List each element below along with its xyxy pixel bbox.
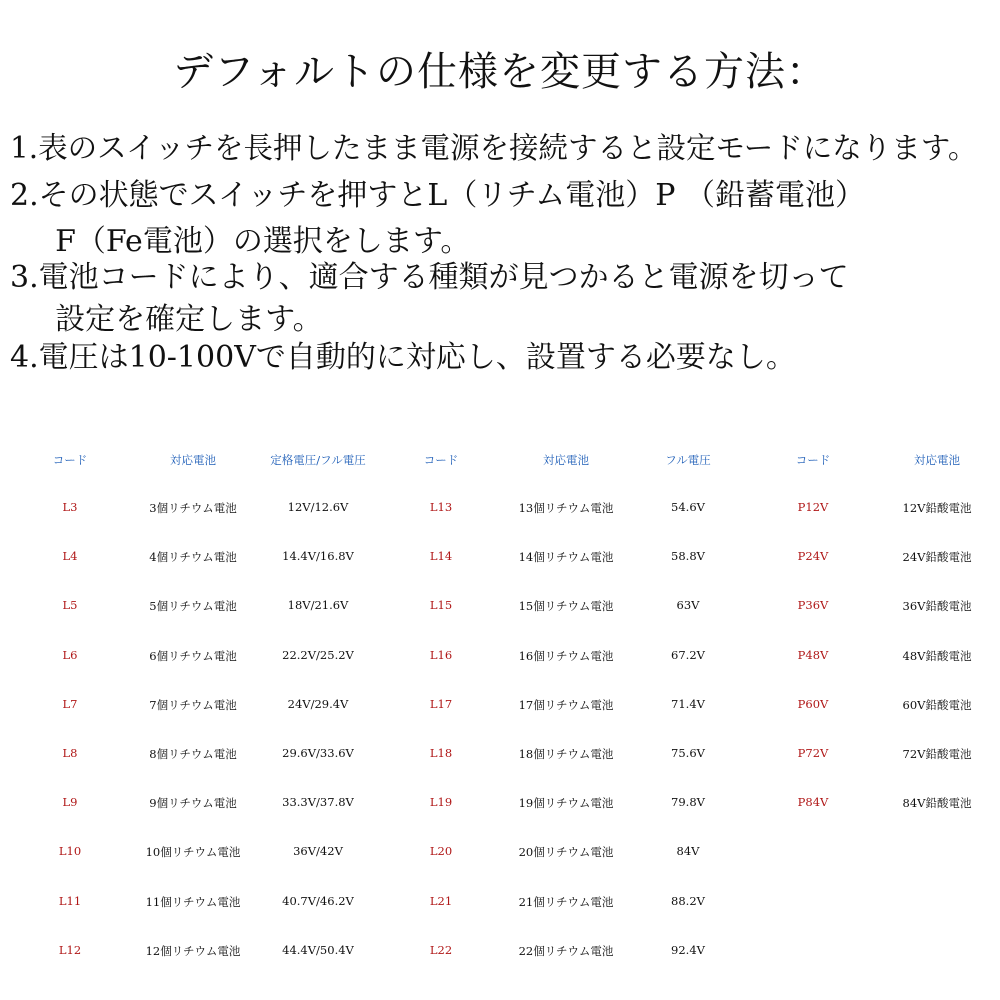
battery-code: L13 (429, 500, 453, 514)
battery-code: L20 (429, 844, 453, 859)
battery-code: L18 (429, 746, 453, 760)
table-header: 定格電圧/フル電圧 (270, 453, 366, 467)
instruction-4: 4.電圧は10-100Vで自動的に対応し、設置する必要なし。 (10, 340, 796, 375)
battery-code: P12V (797, 500, 829, 514)
battery-code: L15 (429, 598, 453, 613)
battery-type: 19個リチウム電池 (518, 796, 614, 811)
battery-code: L8 (62, 746, 78, 760)
battery-type: 17個リチウム電池 (518, 697, 614, 712)
battery-code: L4 (62, 549, 78, 564)
battery-type: 21個リチウム電池 (518, 894, 614, 909)
instruction-3: 3.電池コードにより、適合する種類が見つかると電源を切って (10, 260, 849, 295)
battery-code: L9 (62, 795, 78, 810)
battery-code: L11 (58, 893, 82, 908)
table-header: コード (423, 453, 459, 467)
battery-code: L10 (58, 844, 82, 859)
battery-type: 18個リチウム電池 (518, 747, 614, 761)
battery-voltage: 33.3V/37.8V (282, 795, 354, 810)
table-header: フル電圧 (665, 453, 711, 467)
battery-code: L16 (429, 647, 453, 662)
battery-code: L12 (58, 942, 82, 957)
battery-code: L5 (62, 598, 78, 613)
battery-voltage: 58.8V (671, 549, 705, 564)
battery-voltage: 84V (676, 844, 700, 859)
battery-type: 48V鉛酸電池 (902, 648, 972, 663)
instruction-2-cont: F（Fe電池）の選択をします。 (36, 224, 471, 259)
battery-voltage: 18V/21.6V (287, 598, 349, 613)
battery-type: 5個リチウム電池 (149, 599, 237, 614)
page-title: デフォルトの仕様を変更する方法： (173, 49, 827, 95)
battery-type: 16個リチウム電池 (518, 648, 614, 663)
battery-code: L3 (62, 500, 78, 514)
battery-type: 15個リチウム電池 (518, 599, 614, 614)
table-header: 対応電池 (914, 453, 960, 467)
battery-code: L22 (429, 942, 453, 957)
battery-voltage: 79.8V (671, 795, 705, 810)
battery-type: 20個リチウム電池 (518, 845, 614, 860)
battery-code: P84V (797, 795, 829, 810)
table-header: コード (795, 453, 831, 467)
battery-voltage: 75.6V (671, 746, 705, 760)
battery-type: 12V鉛酸電池 (902, 501, 972, 515)
battery-code: L7 (62, 696, 78, 711)
battery-voltage: 88.2V (671, 893, 705, 908)
battery-code: P60V (797, 696, 829, 711)
battery-type: 13個リチウム電池 (518, 501, 614, 515)
battery-code: L6 (62, 647, 78, 662)
battery-type: 8個リチウム電池 (149, 747, 237, 761)
battery-code: P72V (797, 746, 829, 760)
battery-voltage: 63V (676, 598, 700, 613)
battery-code: L14 (429, 549, 453, 564)
battery-voltage: 24V/29.4V (287, 696, 349, 711)
battery-voltage: 40.7V/46.2V (282, 893, 354, 908)
table-header: 対応電池 (170, 453, 216, 467)
battery-voltage: 12V/12.6V (287, 500, 349, 514)
battery-type: 24V鉛酸電池 (902, 550, 972, 565)
battery-type: 6個リチウム電池 (149, 648, 237, 663)
battery-type: 9個リチウム電池 (149, 796, 237, 811)
instruction-1: 1.表のスイッチを長押したまま電源を接続すると設定モードになります。 (10, 131, 978, 165)
battery-type: 10個リチウム電池 (145, 845, 241, 860)
battery-voltage: 71.4V (671, 696, 705, 711)
battery-type: 36V鉛酸電池 (902, 599, 972, 614)
battery-code: L17 (429, 696, 453, 711)
battery-type: 84V鉛酸電池 (902, 796, 972, 811)
battery-voltage: 54.6V (671, 500, 705, 514)
battery-voltage: 92.4V (671, 942, 705, 957)
battery-voltage: 44.4V/50.4V (282, 942, 354, 957)
battery-type: 11個リチウム電池 (145, 894, 241, 909)
battery-voltage: 36V/42V (293, 844, 343, 859)
battery-voltage: 29.6V/33.6V (282, 746, 354, 760)
battery-type: 12個リチウム電池 (145, 943, 241, 958)
battery-code: L21 (429, 893, 453, 908)
instruction-3-cont: 設定を確定します。 (36, 302, 323, 337)
battery-type: 4個リチウム電池 (149, 550, 237, 565)
battery-code: P24V (797, 549, 829, 564)
battery-voltage: 67.2V (671, 647, 705, 662)
battery-type: 72V鉛酸電池 (902, 747, 972, 761)
battery-voltage: 14.4V/16.8V (282, 549, 354, 564)
battery-code: P48V (797, 647, 829, 662)
battery-voltage: 22.2V/25.2V (282, 647, 354, 662)
instruction-2: 2.その状態でスイッチを押すとL（リチム電池）P （鉛蓄電池） (10, 178, 865, 213)
battery-type: 3個リチウム電池 (149, 501, 237, 515)
battery-type: 7個リチウム電池 (149, 697, 237, 712)
battery-code: L19 (429, 795, 453, 810)
battery-type: 22個リチウム電池 (518, 943, 614, 958)
table-header: 対応電池 (543, 453, 589, 467)
battery-code: P36V (797, 598, 829, 613)
battery-type: 60V鉛酸電池 (902, 697, 972, 712)
battery-type: 14個リチウム電池 (518, 550, 614, 565)
table-header: コード (52, 453, 88, 467)
